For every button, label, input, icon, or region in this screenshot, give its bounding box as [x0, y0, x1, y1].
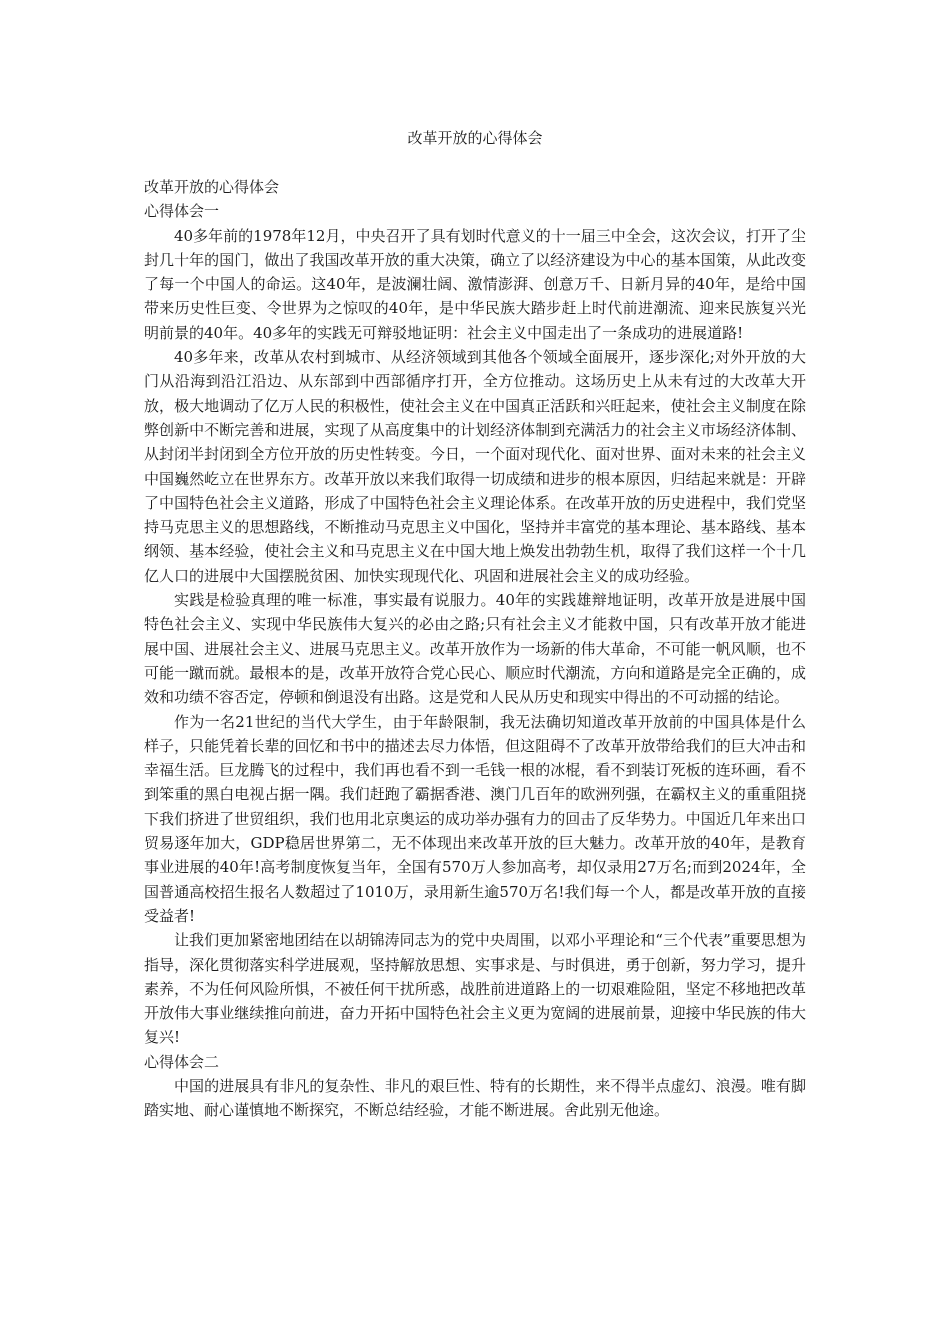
section-heading: 心得体会二	[144, 1052, 220, 1071]
section-heading: 心得体会一	[144, 202, 220, 221]
document-body	[144, 175, 806, 1123]
body-paragraph: 中国的进展具有非凡的复杂性、非凡的艰巨性、特有的长期性，来不得半点虚幻、浪漫。唯有脚踏实地、耐心谨慎地不断探究，不断总结经验，才能不断进展。舍此别无他途。	[144, 1076, 806, 1120]
body-paragraph: 实践是检验真理的唯一标准，事实最有说服力。40年的实践雄辩地证明，改革开放是进展中国特色社会主义、实现中华民族伟大复兴的必由之路;只有社会主义才能救中国，只有改革开放才能进展中国、进展社会主义、进展马克思主义。改革开放作为一场新的伟大革命，不可能一帆风顺，也不可能一蹴而就。最根本的是，改革开放符合党心民心、顺应时代潮流，方向和道路是完全正确的，成效和功绩不容否定，停顿和倒退没有出路。这是党和人民从历史和现实中得出的不可动摇的结论。	[144, 591, 806, 707]
body-paragraph: 让我们更加紧密地团结在以胡锦涛同志为的党中央周围，以邓小平理论和“三个代表”重要思想为指导，深化贯彻落实科学进展观，坚持解放思想、实事求是、与时俱进，勇于创新，努力学习，提升素养，不为任何风险所惧，不被任何干扰所惑，战胜前进道路上的一切艰难险阻，坚定不移地把改革开放伟大事业继续推向前进，奋力开拓中国特色社会主义更为宽阔的进展前景，迎接中华民族的伟大复兴!	[144, 931, 806, 1047]
body-paragraph: 作为一名21世纪的当代大学生，由于年龄限制，我无法确切知道改革开放前的中国具体是什么样子，只能凭着长辈的回忆和书中的描述去尽力体悟，但这阻碍不了改革开放带给我们的巨大冲击和幸福生活。巨龙腾飞的过程中，我们再也看不到一毛钱一根的冰棍，看不到装订死板的连环画，看不到笨重的黑白电视占据一隅。我们赶跑了霸据香港、澳门几百年的欧洲列强，在霸权主义的重重阻挠下我们挤进了世贸组织，我们也用北京奥运的成功举办强有力的回击了反华势力。中国近几年来出口贸易逐年加大，GDP稳居世界第二，无不体现出来改革开放的巨大魅力。改革开放的40年，是教育事业进展的40年!高考制度恢复当年，全国有570万人参加高考，却仅录用27万名;而到2024年，全国普通高校招生报名人数超过了1010万，录用新生逾570万名!我们每一个人，都是改革开放的直接受益者!	[144, 712, 806, 925]
body-paragraph: 40多年来，改革从农村到城市、从经济领域到其他各个领域全面展开，逐步深化;对外开放的大门从沿海到沿江沿边、从东部到中西部循序打开，全方位推动。这场历史上从未有过的大改革大开放，极大地调动了亿万人民的积极性，使社会主义在中国真正活跃和兴旺起来，使社会主义制度在除弊创新中不断完善和进展，实现了从高度集中的计划经济体制到充满活力的社会主义市场经济体制、从封闭半封闭到全方位开放的历史性转变。今日，一个面对现代化、面对世界、面对未来的社会主义中国巍然屹立在世界东方。改革开放以来我们取得一切成绩和进步的根本原因，归结起来就是：开辟了中国特色社会主义道路，形成了中国特色社会主义理论体系。在改革开放的历史进程中，我们党坚持马克思主义的思想路线，不断推动马克思主义中国化，坚持并丰富党的基本理论、基本路线、基本纲领、基本经验，使社会主义和马克思主义在中国大地上焕发出勃勃生机，取得了我们这样一个十几亿人口的进展中大国摆脱贫困、加快实现现代化、巩固和进展社会主义的成功经验。	[144, 348, 806, 585]
body-paragraph: 40多年前的1978年12月，中央召开了具有划时代意义的十一届三中全会，这次会议，打开了尘封几十年的国门，做出了我国改革开放的重大决策，确立了以经济建设为中心的基本国策，从此改变了每一个中国人的命运。这40年，是波澜壮阔、激情澎湃、创意万千、日新月异的40年，是给中国带来历史性巨变、令世界为之惊叹的40年，是中华民族大踏步赶上时代前进潮流、迎来民族复兴光明前景的40年。40多年的实践无可辩驳地证明：社会主义中国走出了一条成功的进展道路!	[144, 226, 806, 342]
document-title: 改革开放的心得体会	[407, 129, 543, 147]
section-heading: 改革开放的心得体会	[144, 178, 280, 196]
